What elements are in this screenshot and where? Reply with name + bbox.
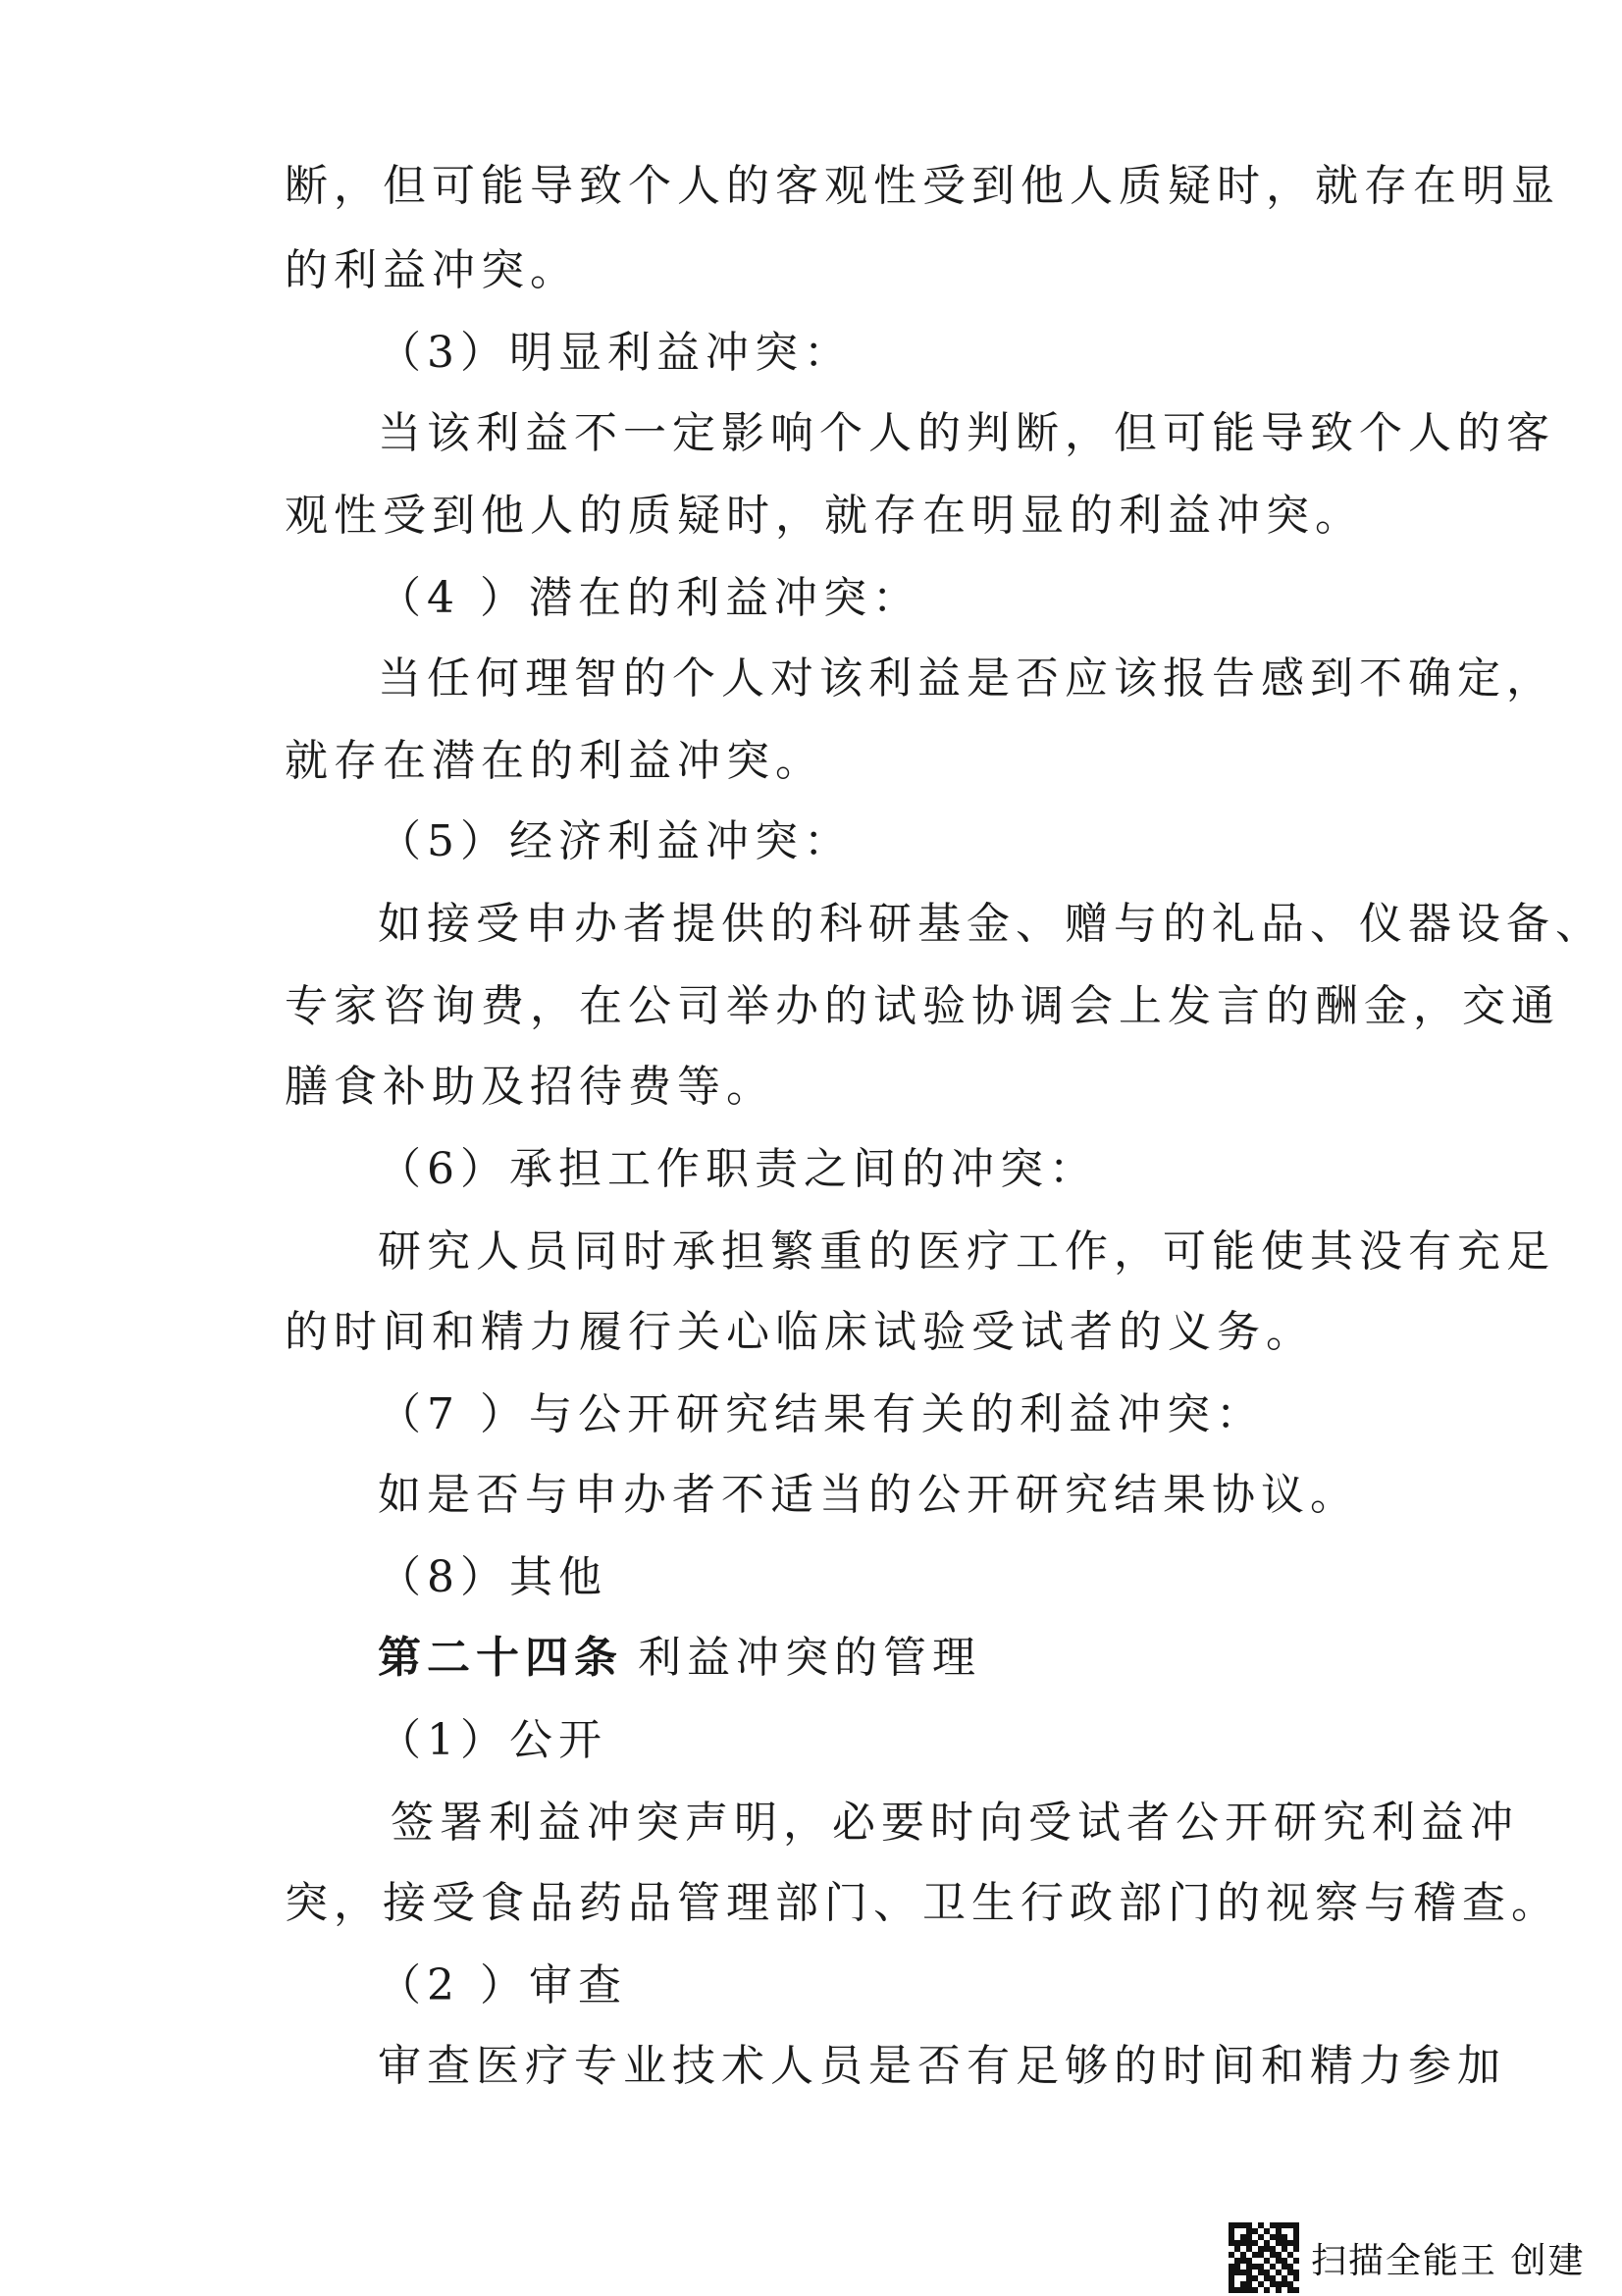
body-line-10: 研究人员同时承担繁重的医疗工作，可能使其没有充足 xyxy=(378,1226,1555,1277)
item-heading-3: （3）明显利益冲突： xyxy=(378,328,853,378)
body-line-8: 专家咨询费，在公司举办的试验协调会上发言的酬金，交通 xyxy=(285,981,1560,1031)
article-title: 利益冲突的管理 xyxy=(638,1633,981,1683)
scanner-watermark xyxy=(1229,2219,1585,2296)
sub-item-heading-1: （1）公开 xyxy=(378,1715,607,1765)
body-line-15: 审查医疗专业技术人员是否有足够的时间和精力参加 xyxy=(378,2041,1506,2091)
body-line-3: 当该利益不一定影响个人的判断，但可能导致个人的客 xyxy=(378,408,1555,458)
body-line-9: 膳食补助及招待费等。 xyxy=(285,1062,775,1112)
qr-code-icon xyxy=(1229,2222,1299,2293)
item-heading-5: （5）经济利益冲突： xyxy=(378,816,853,866)
body-line-1: 断，但可能导致个人的客观性受到他人质疑时，就存在明显 xyxy=(285,161,1560,211)
item-heading-7: （7 ）与公开研究结果有关的利益冲突： xyxy=(378,1389,1265,1439)
body-line-12: 如是否与申办者不适当的公开研究结果协议。 xyxy=(378,1470,1359,1520)
item-heading-8: （8）其他 xyxy=(378,1552,607,1602)
item-heading-4: （4 ）潜在的利益冲突： xyxy=(378,573,921,623)
scanner-credit-text: 扫描全能王 创建 xyxy=(1311,2240,1586,2281)
body-line-13: 签署利益冲突声明，必要时向受试者公开研究利益冲 xyxy=(391,1798,1519,1848)
body-line-4: 观性受到他人的质疑时，就存在明显的利益冲突。 xyxy=(285,491,1364,541)
article-number: 第二十四条 xyxy=(378,1633,623,1683)
body-line-6: 就存在潜在的利益冲突。 xyxy=(285,736,824,786)
body-line-2: 的利益冲突。 xyxy=(285,245,579,295)
body-line-7: 如接受申办者提供的科研基金、赠与的礼品、仪器设备、 xyxy=(378,899,1604,949)
body-line-11: 的时间和精力履行关心临床试验受试者的义务。 xyxy=(285,1307,1315,1357)
sub-item-heading-2: （2 ）审查 xyxy=(378,1960,627,2010)
body-line-5: 当任何理智的个人对该利益是否应该报告感到不确定， xyxy=(378,653,1555,704)
body-line-14: 突，接受食品药品管理部门、卫生行政部门的视察与稽查。 xyxy=(285,1878,1560,1928)
item-heading-6: （6）承担工作职责之间的冲突： xyxy=(378,1144,1098,1194)
